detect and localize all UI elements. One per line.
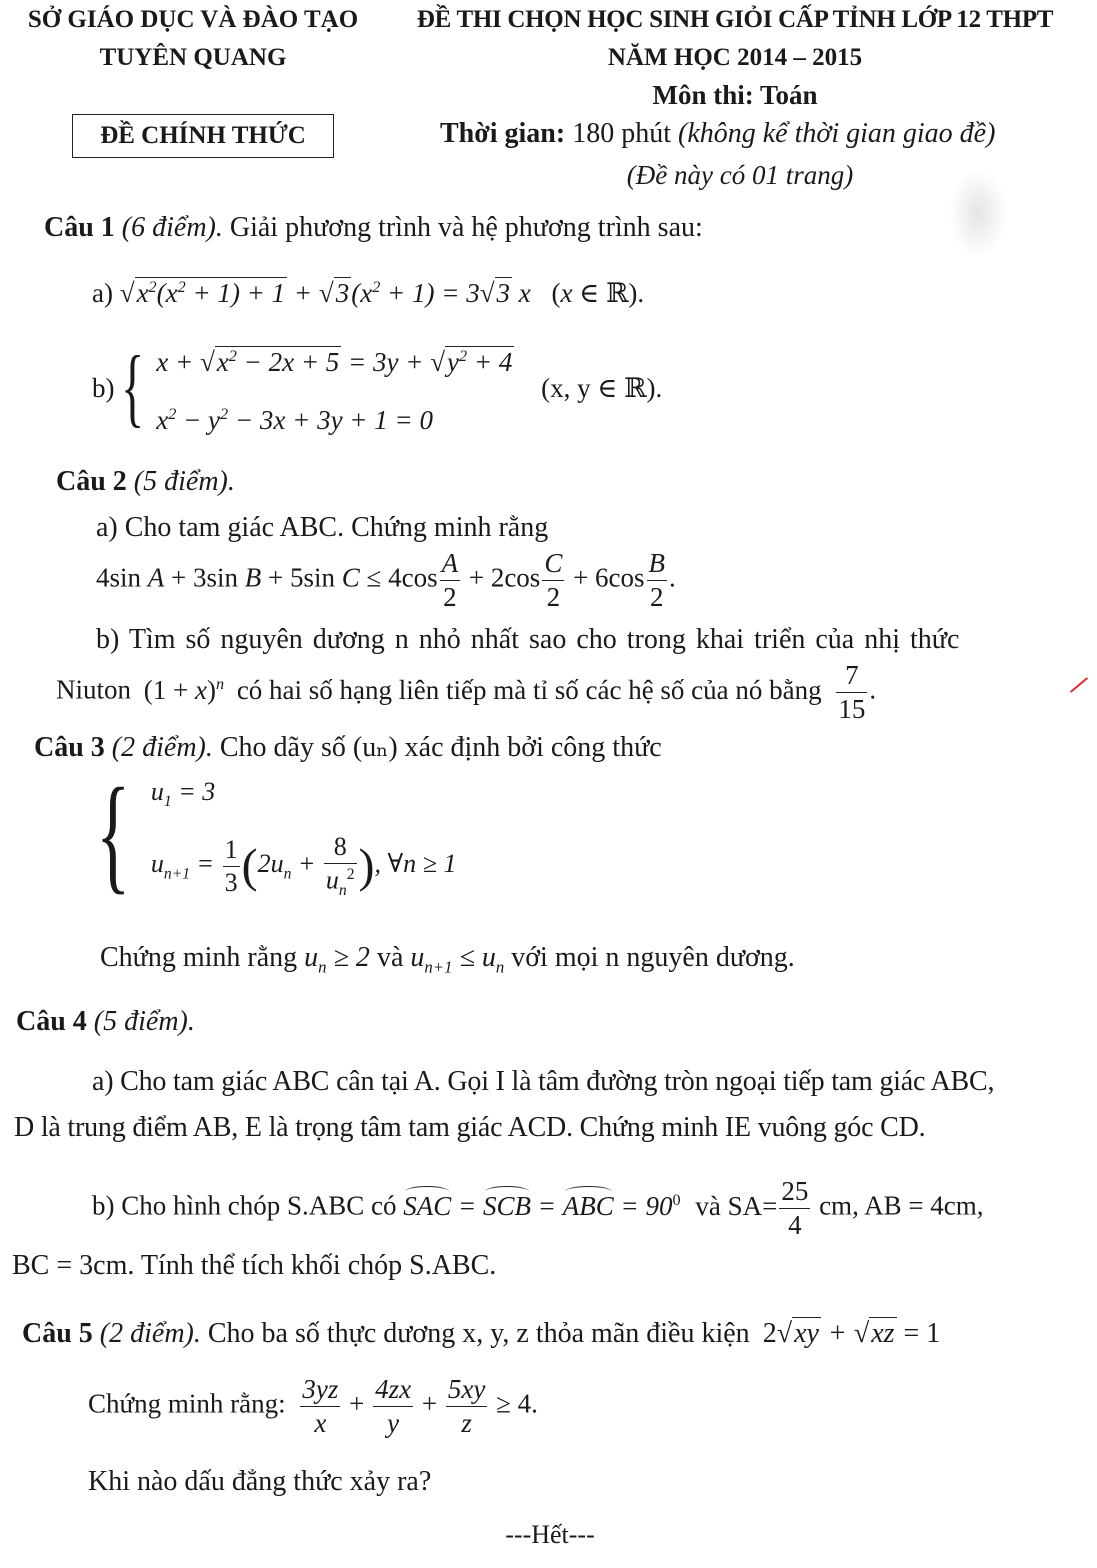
ratio-numerator: 7 — [836, 662, 867, 693]
system-1b — [156, 330, 514, 446]
question-1-prompt: Giải phương trình và hệ phương trình sau: — [229, 212, 703, 243]
question-2-heading — [56, 466, 235, 498]
question-3-heading — [34, 730, 662, 764]
question-1b — [92, 330, 662, 440]
end-marker: ---Hết--- — [505, 1520, 595, 1549]
sequence-recurrence: $u_{n+1}$ = $\frac{1}{3}$ ($2u_n$ + $\frac{8}{u_n^2}$ ), ∀n ≥ 1 — [150, 832, 457, 900]
question-2b-line2: Niuton $(1 + x)^n$ có hai số hạng liên tiếp mà tỉ số các hệ số của nó bằng $\frac{7}{15}$ . — [56, 660, 877, 724]
question-1-heading — [44, 212, 703, 244]
system-1b-eq1: $x + √x^2 - 2x + 5 = 3y + √y^2 + 4$ — [156, 347, 513, 377]
scan-smudge — [948, 168, 1008, 258]
domain-1a: (x ∈ ℝ). — [551, 278, 645, 308]
question-4b-and: và SA= — [695, 1190, 778, 1221]
equation-1a: $√x^2(x^2 + 1) + 1 + √3(x^2 + 1) = 3√3$ x — [119, 278, 531, 308]
system-brace: { — [121, 339, 145, 437]
pages-note: (Đề này có 01 trang) — [626, 160, 854, 190]
bound-inequality: $u_n \ge 2$ — [304, 942, 370, 977]
school-year: NĂM HỌC 2014 – 2015 — [607, 44, 863, 71]
sequence-definition — [96, 761, 457, 920]
question-4a-line1: a) Cho tam giác ABC cân tại A. Gọi I là tâm đường tròn ngoại tiếp tam giác ABC, — [92, 1066, 995, 1097]
sa-denominator: 4 — [788, 1210, 802, 1240]
question-1-points: (6 điểm). — [121, 212, 223, 243]
question-3-prompt: Cho dãy số (uₙ) xác định bởi công thức — [219, 732, 662, 763]
question-4a-line2: D là trung điểm AB, E là trọng tâm tam giác ACD. Chứng minh IE vuông góc CD. — [14, 1112, 926, 1143]
question-2b-text: b) Tìm số nguyên dương n nhỏ nhất sao cho trong khai triển của nhị thức — [96, 624, 960, 655]
question-4-points: (5 điểm). — [93, 1006, 195, 1037]
question-4b-line1 — [92, 1178, 984, 1239]
time-note: (không kể thời gian giao đề) — [678, 118, 996, 149]
time-label: Thời gian: — [440, 118, 566, 149]
exam-time — [440, 118, 995, 150]
red-pen-mark — [1070, 677, 1088, 693]
question-5-prove: Chứng minh rằng: $\frac{3yz}{x}$ + $\frac{4zx}{y}$ + $\frac{5xy}{z}$ ≥ 4. — [88, 1374, 538, 1438]
question-5-title: Câu 5 — [22, 1318, 93, 1349]
exam-subject: Môn thi: Toán — [652, 80, 818, 110]
question-3-prove — [100, 942, 795, 978]
department-line-1: SỞ GIÁO DỤC VÀ ĐÀO TẠO — [27, 6, 359, 33]
sa-numerator: 25 — [779, 1178, 810, 1209]
ratio-fraction — [836, 662, 867, 723]
time-value: 180 phút — [572, 118, 671, 149]
question-1b-label: b) — [92, 372, 115, 403]
question-2-points: (5 điểm). — [133, 466, 235, 497]
question-1a — [92, 278, 644, 309]
department-line-2: TUYÊN QUANG — [99, 44, 287, 71]
binomial: $(1 + x)^n$ — [143, 674, 225, 705]
question-5-prove-pre: Chứng minh rằng: — [88, 1388, 286, 1419]
question-4-heading — [16, 1006, 195, 1038]
question-2-title: Câu 2 — [56, 466, 127, 497]
ratio-denominator: 15 — [838, 694, 866, 724]
question-4-title: Câu 4 — [16, 1006, 87, 1037]
domain-1b: (x, y ∈ ℝ). — [541, 372, 663, 403]
question-2a-text: a) Cho tam giác ABC. Chứng minh rằng — [96, 512, 549, 543]
question-3-and: và — [376, 942, 404, 973]
question-5-prompt: Cho ba số thực dương x, y, z thỏa mãn điều kiện — [207, 1318, 750, 1349]
question-3-title: Câu 3 — [34, 732, 105, 763]
question-5-heading — [22, 1318, 940, 1350]
question-5-points: (2 điểm). — [99, 1318, 201, 1349]
question-1-title: Câu 1 — [44, 212, 115, 243]
official-exam-box: ĐỀ CHÍNH THỨC — [72, 114, 334, 158]
niuton-word: Niuton — [56, 674, 132, 705]
exam-title: ĐỀ THI CHỌN HỌC SINH GIỎI CẤP TỈNH LỚP 12 THPT — [416, 6, 1054, 33]
question-3-prove-pre: Chứng minh rằng — [100, 942, 298, 973]
sequence-brace: { — [96, 761, 131, 906]
question-4b-pre: b) Cho hình chóp S.ABC có — [92, 1190, 397, 1221]
question-3-points: (2 điểm). — [111, 732, 213, 763]
condition-equation: 2√xy + √xz = 1 — [762, 1318, 941, 1349]
right-angles: SAC = SCB = ABC = $90^0$ — [403, 1190, 681, 1221]
question-4b-post: cm, AB = 4cm, — [819, 1190, 984, 1221]
sa-fraction — [779, 1178, 810, 1239]
question-4b-line2: BC = 3cm. Tính thể tích khối chóp S.ABC. — [12, 1250, 497, 1281]
question-1a-label: a) — [92, 278, 113, 308]
inequality-2a: 4sin A + 3sin B + 5sin C ≤ 4cos $\frac{A}{2}$ + 2cos $\frac{C}{2}$ + 6cos $\frac{B}{2}$ . — [96, 548, 676, 612]
question-3-prove-post: với mọi n nguyên dương. — [511, 942, 795, 973]
question-2b-mid: có hai số hạng liên tiếp mà tỉ số các hệ số của nó bằng — [236, 674, 822, 705]
system-1b-eq2: $x^2 - y^2 - 3x + 3y + 1 = 0$ — [156, 405, 433, 435]
sequence-initial: $u_1 = 3$ — [150, 777, 216, 811]
monotone-inequality: $u_{n+1} \le u_n$ — [410, 942, 505, 977]
question-5-equality: Khi nào dấu đẳng thức xảy ra? — [88, 1466, 432, 1497]
